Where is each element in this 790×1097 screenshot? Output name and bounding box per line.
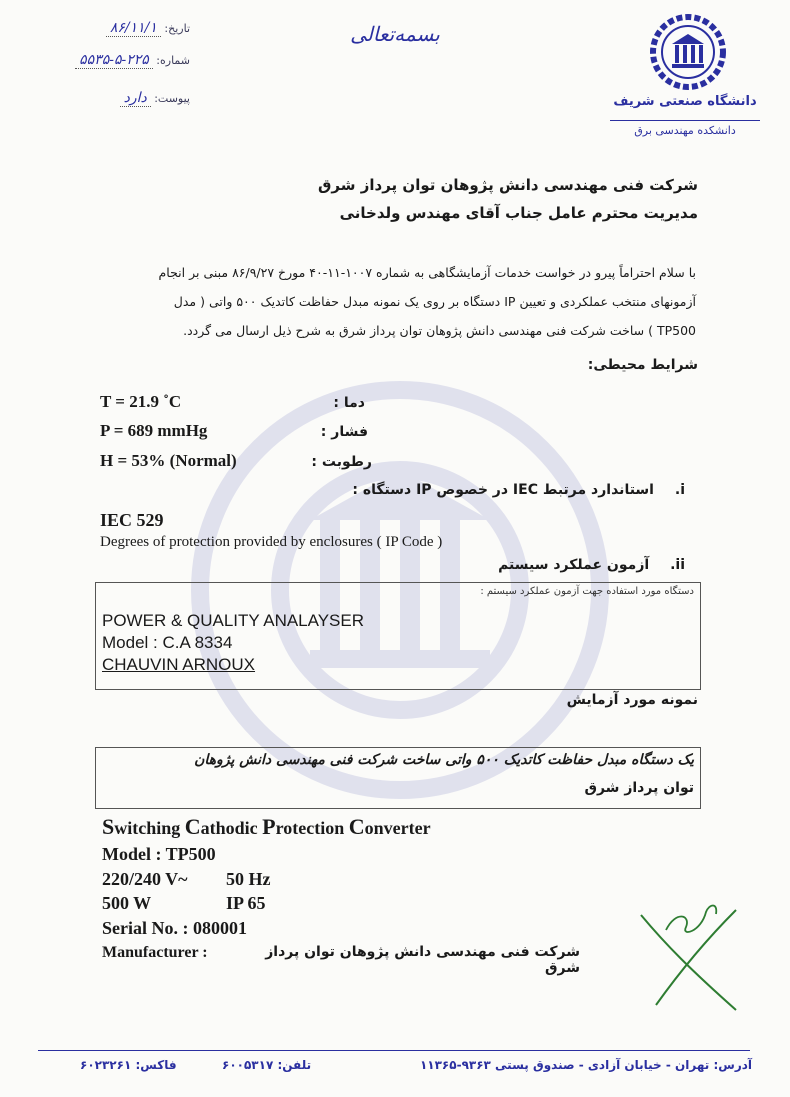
addressee-recipient: مدیریت محترم عامل جناب آقای مهندس ولدخانی xyxy=(339,204,698,222)
title-initial-c: C xyxy=(184,814,201,839)
footer-divider xyxy=(38,1050,750,1051)
title-initial-s: S xyxy=(102,814,115,839)
sample-box-line-1: یک دستگاه مبدل حفاظت کاتدیک ۵۰۰ واتی ساخت شرکت فنی مهندسی دانش پژوهان xyxy=(194,752,694,768)
product-title xyxy=(102,814,431,840)
humidity-label: رطوبت : xyxy=(311,454,372,470)
manufacturer-label: Manufacturer : xyxy=(102,944,208,961)
product-voltage: 220/240 V~ xyxy=(102,869,188,889)
date-value: ۸۶/۱۱/۱ xyxy=(106,20,161,37)
section-ii-number: ii. xyxy=(670,557,685,573)
device-manufacturer: CHAUVIN ARNOUX xyxy=(102,655,256,674)
number-label: شماره: xyxy=(156,54,190,67)
section-i-title xyxy=(285,482,685,498)
addressee-company: شرکت فنی مهندسی دانش پژوهان توان پرداز شرق xyxy=(318,176,698,194)
attachment-label: پیوست: xyxy=(154,92,190,105)
device-model: Model : C.A 8334 xyxy=(102,633,233,652)
section-i-text: استاندارد مرتبط IEC در خصوص IP دستگاه : xyxy=(352,482,654,498)
environment-heading: شرایط محیطی: xyxy=(587,357,698,373)
title-part-3: rotection xyxy=(275,818,349,838)
standard-description: Degrees of protection provided by enclosures ( IP Code ) xyxy=(100,534,443,550)
pressure-label: فشار : xyxy=(320,424,368,440)
date-row xyxy=(30,20,190,36)
product-serial: Serial No. : 080001 xyxy=(102,918,247,938)
section-i-number: i. xyxy=(674,482,685,498)
title-part-4: onverter xyxy=(364,818,431,838)
title-part-1: witching xyxy=(114,818,185,838)
section-ii-text: آزمون عملکرد سیستم xyxy=(498,557,650,573)
intro-line-3: TP500 ) ساخت شرکت فنی مهندسی دانش پژوهان توان پرداز شرق به شرح ذیل ارسال می گردد. xyxy=(183,323,696,338)
university-name: دانشگاه صنعتی شریف xyxy=(613,94,757,109)
temperature-value: T = 21.9 ˚C xyxy=(100,392,182,411)
title-initial-c2: C xyxy=(348,814,365,839)
product-ip: IP 65 xyxy=(226,893,266,913)
device-box-caption: دستگاه مورد استفاده جهت آزمون عملکرد سیستم : xyxy=(480,586,694,597)
product-power: 500 W xyxy=(102,893,152,913)
number-row xyxy=(30,52,190,68)
device-box xyxy=(95,582,701,690)
attachment-value: دارد xyxy=(120,90,151,107)
sample-box xyxy=(95,747,701,809)
faculty-name: دانشکده مهندسی برق xyxy=(610,120,760,137)
basmala: بسمه‌تعالی xyxy=(350,22,440,46)
device-name: POWER & QUALITY ANALAYSER xyxy=(102,611,365,630)
product-model: Model : TP500 xyxy=(102,844,216,864)
signature-icon xyxy=(636,895,746,1015)
title-part-2: athodic xyxy=(200,818,263,838)
sample-heading: نمونه مورد آزمایش xyxy=(566,692,698,708)
intro-line-2: آزمونهای منتخب عملکردی و تعیین IP دستگاه بر روی یک نمونه مبدل حفاظت کاتدیک ۵۰۰ واتی ( مدل xyxy=(173,294,696,309)
footer-address: آدرس: تهران - خیابان آزادی - صندوق پستی ۹۳۶۳-۱۱۳۶۵ xyxy=(419,1058,752,1072)
standard-code: IEC 529 xyxy=(100,510,164,530)
intro-paragraph xyxy=(96,258,696,345)
date-label: تاریخ: xyxy=(164,22,190,35)
product-frequency: 50 Hz xyxy=(226,869,271,889)
number-value: ۲۲۵-۵-۵۵۳۵ xyxy=(75,52,153,69)
title-initial-p: P xyxy=(262,814,276,839)
section-ii-title xyxy=(385,557,685,573)
pressure-value: P = 689 mmHg xyxy=(100,421,208,440)
university-logo-icon xyxy=(650,14,726,90)
footer-fax: فاکس: ۶۰۲۳۲۶۱ xyxy=(80,1058,177,1072)
intro-line-1: با سلام احتراماً پیرو در خواست خدمات آزمایشگاهی به شماره ۱۰۰۷-۱۱-۴۰ مورخ ۸۶/۹/۲۷ مبنی بر انجام xyxy=(158,265,696,280)
sample-box-line-2: توان پرداز شرق xyxy=(584,780,694,796)
humidity-value: H = 53% (Normal) xyxy=(100,451,237,470)
attachment-row xyxy=(30,90,190,106)
temperature-label: دما : xyxy=(333,395,365,411)
footer-phone: تلفن: ۶۰۰۵۳۱۷ xyxy=(222,1058,312,1072)
manufacturer-value: شرکت فنی مهندسی دانش پژوهان توان پرداز شرق xyxy=(265,944,580,976)
